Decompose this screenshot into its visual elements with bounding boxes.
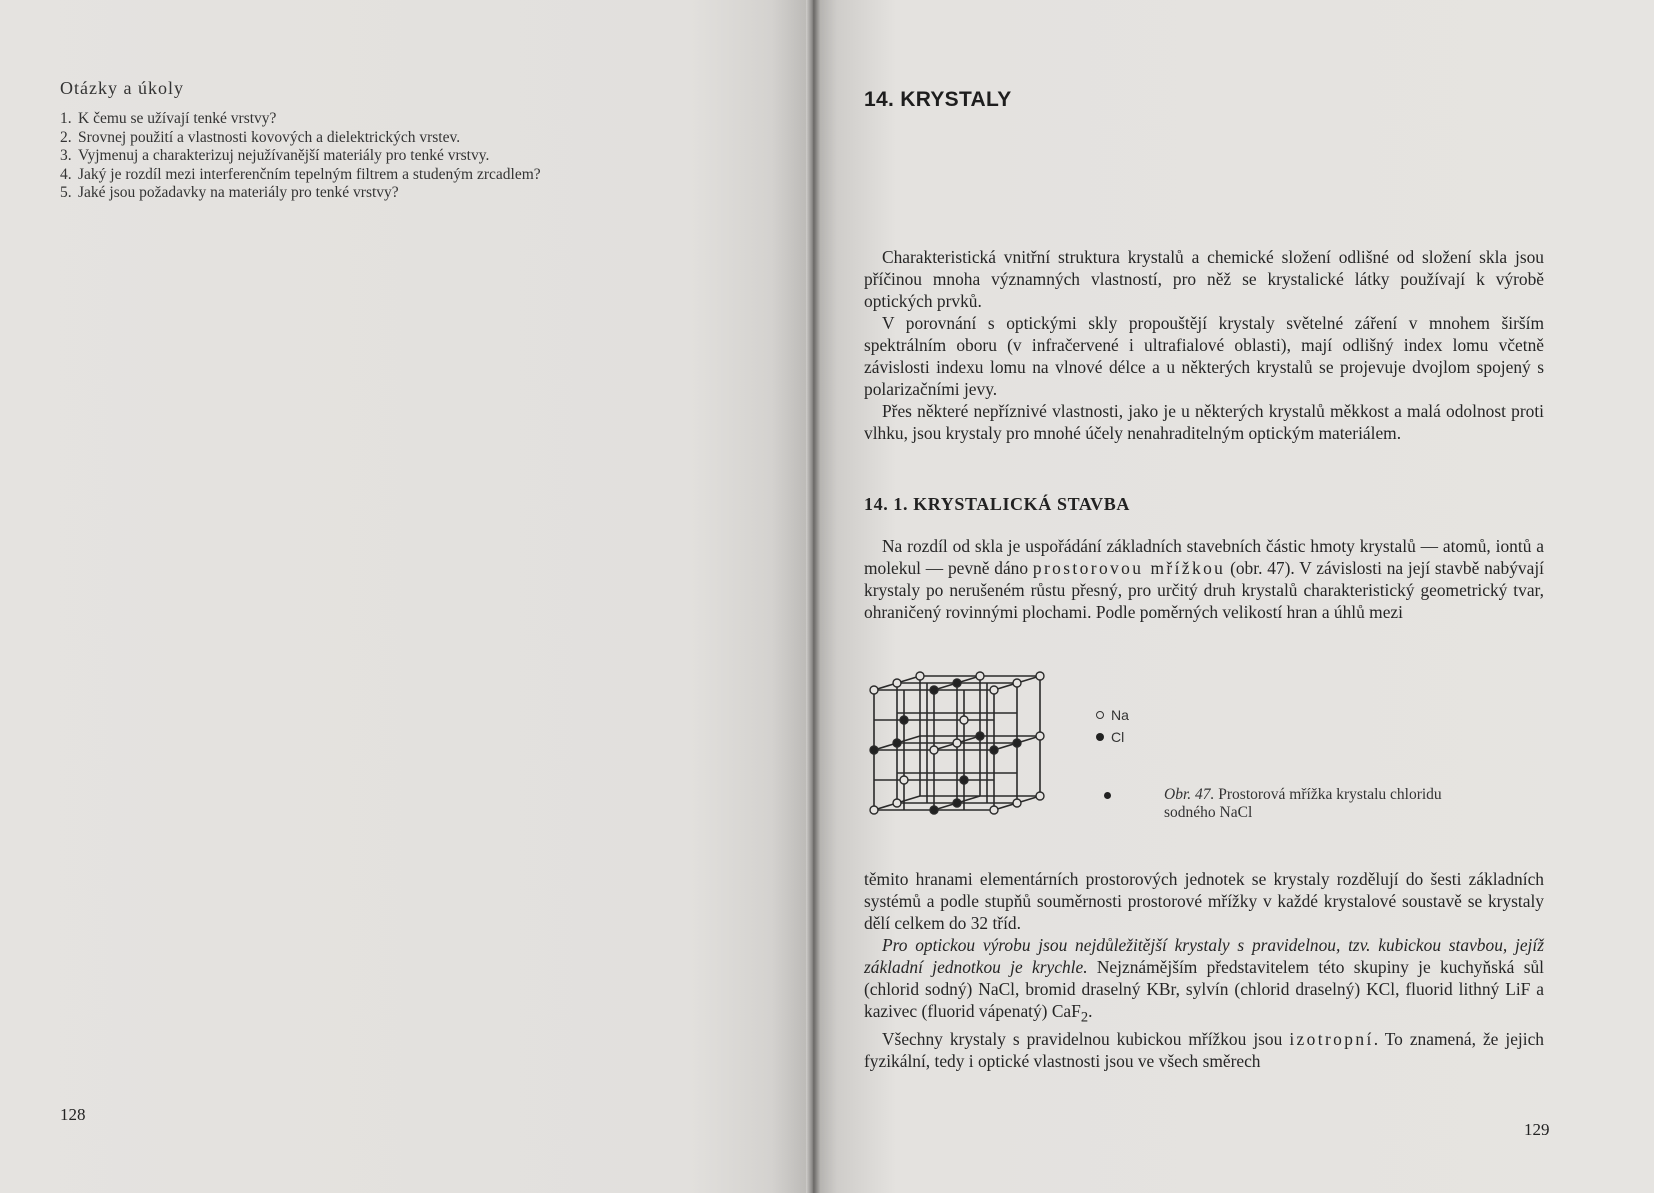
section-title: 14. 1. KRYSTALICKÁ STAVBA [864,494,1130,514]
questions-list [60,110,720,203]
legend-na-label: Na [1111,707,1129,723]
paragraph: těmito hranami elementárních prostorových jednotek se krystaly rozdělují do šesti základních systémů a podle stupňů souměrnosti prostorové mřížky v každé krystalové soustavě se krystaly dělí celkem do 32 tříd. [864,869,1544,933]
intro-text [864,246,1544,444]
question-text: Srovnej použití a vlastnosti kovových a dielektrických vrstev. [78,128,461,146]
question-item [60,184,720,203]
paragraph [864,934,1544,1028]
chapter-title: 14. KRYSTALY [864,88,1012,111]
page-number-left: 128 [60,1105,86,1124]
legend-cl-label: Cl [1111,729,1125,745]
right-page [812,0,1654,1193]
paragraph: Charakteristická vnitřní struktura krystalů a chemické složení odlišné od složení skla jsou příčinou mnoha významných vlastností, pro něž se krystalické látky používají k výrobě optických prvků. [864,247,1544,311]
legend-cl [1096,726,1129,748]
open-circle-icon [1096,711,1104,719]
paragraph [864,1028,1544,1072]
page-number-right: 129 [1524,1120,1550,1139]
text-run: Nejznámějším představitelem této skupiny je kuchyňská sůl (chlorid sodný) NaCl, bromid draselný KBr, sylvín (chlorid draselný) KCl, fluorid lithný LiF a kazivec (fluorid vápenatý) CaF [864,957,1544,1021]
text-run: . To znamená, že jejich fyzikální, tedy i optické vlastnosti jsou ve všech směrech [864,1029,1544,1072]
ink-dot-icon [1104,792,1111,799]
question-text: Vyjmenuj a charakterizuj nejužívanější materiály pro tenké vrstvy. [78,147,490,164]
paragraph [864,535,1544,623]
text-run: . [1088,1001,1093,1021]
nacl-lattice-diagram [864,666,1094,836]
text-run: Na rozdíl od skla je uspořádání základních stavebních částic hmoty krystalů — atomů, iontů a molekul — pevně dáno [864,536,1544,578]
question-text: Jaké jsou požadavky na materiály pro tenké vrstvy? [78,184,399,201]
continued-text [864,868,1544,1072]
question-number: 1. [60,110,72,127]
questions-title: Otázky a úkoly [60,78,184,98]
figure-legend [1096,704,1129,748]
paragraph: V porovnání s optickými skly propouštějí krystaly světelné záření v mnohem širším spektrálním oboru (v infračervené i ultrafialové oblasti), mají odlišný index lomu včetně závislosti indexu lomu na vlnové délce a u některých krystalů se projevuje dvojlom spojený s polarizačními jevy. [864,313,1544,399]
question-number: 5. [60,184,72,201]
text-run: Všechny krystaly s pravidelnou kubickou mřížkou jsou [882,1029,1283,1050]
figure-caption [1164,786,1494,822]
filled-circle-icon [1096,733,1104,741]
question-item [60,110,720,129]
legend-na [1096,704,1129,726]
text-run: (obr. 47). V závislosti na její stavbě nabývají krystaly po nerušeném růstu přesný, pro určitý druh krystalů charakteristický geometrický tvar, ohraničený rovinnými plochami. Podle poměrných velikostí hran a úhlů mezi [864,558,1544,622]
emphasis-text: prostorovou mřížkou [1032,558,1226,578]
paragraph: Přes některé nepříznivé vlastnosti, jako je u některých krystalů měkkost a malá odolnost proti vlhku, jsou krystaly pro mnohé účely nenahraditelným optickým materiálem. [864,401,1544,443]
caption-text: Prostorová mřížka krystalu chloridu sodného NaCl [1164,786,1442,821]
emphasis-text: izotropní [1289,1029,1374,1050]
book-gutter [806,0,820,1193]
question-number: 3. [60,147,72,164]
figure-47 [864,666,1564,836]
section-text [864,535,1544,623]
question-item [60,147,720,166]
left-page [0,0,812,1193]
question-number: 2. [60,128,72,146]
question-text: K čemu se užívají tenké vrstvy? [78,110,277,127]
italic-text: Pro optickou výrobu jsou nejdůležitější krystaly s pravidelnou, tzv. kubickou stavbou, jejíž základní jednotkou je krychle. [864,935,1544,977]
caption-label: Obr. 47. [1164,786,1215,803]
question-item [60,166,720,185]
question-text: Jaký je rozdíl mezi interferenčním tepelným filtrem a studeným zrcadlem? [78,165,541,183]
subscript: 2 [1080,1009,1089,1026]
question-item [60,129,720,148]
question-number: 4. [60,165,72,183]
